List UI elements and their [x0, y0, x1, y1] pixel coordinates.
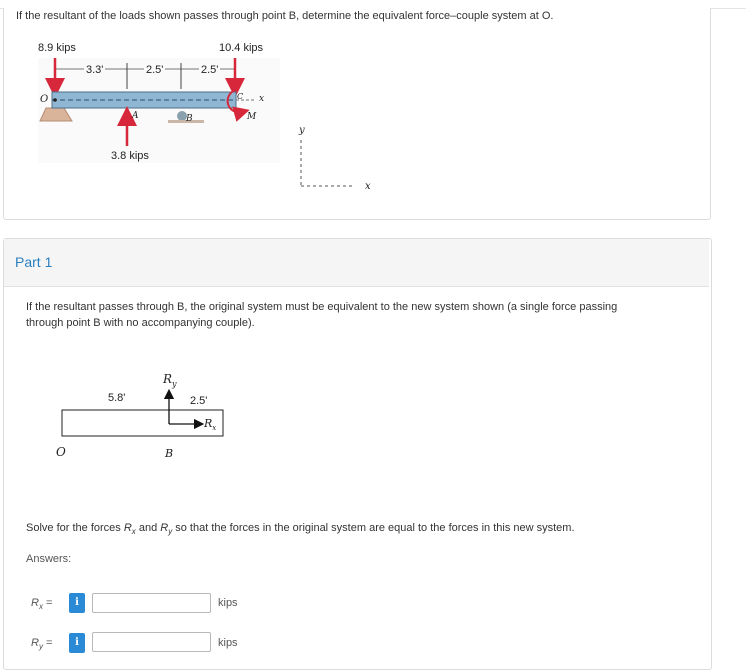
rx-label: $R_x$ [204, 417, 217, 433]
rx-unit: kips [218, 597, 238, 609]
ry-unit: kips [218, 637, 238, 649]
ry-answer-label: $R_y$ = [31, 637, 53, 652]
dim-left-label: 5.8' [108, 392, 126, 404]
point-o-dot [53, 98, 57, 102]
moment-m-label: M [247, 112, 257, 122]
load-left-label: 8.9 kips [38, 42, 76, 54]
dim-label-1: 3.3' [86, 64, 104, 76]
rx-input[interactable] [92, 593, 211, 613]
part-1-title[interactable]: Part 1 [15, 254, 53, 270]
axis-y-label: y [299, 125, 305, 136]
ry-input[interactable] [92, 632, 211, 652]
point-a-label: A [132, 111, 139, 121]
beam-x-label: x [259, 94, 265, 104]
resultant-figure [0, 360, 746, 470]
load-up-label: 3.8 kips [111, 150, 149, 162]
ry-label: $R_y$ [163, 372, 177, 389]
solve-instruction: Solve for the forces $R_x$ and $R_y$ so that the forces in the original system are equal to the forces in this new system. [26, 522, 575, 537]
part-1-intro-line-2: through point B with no accompanying couple). [26, 317, 255, 329]
dim-label-2: 2.5' [146, 64, 164, 76]
answers-label: Answers: [26, 553, 72, 565]
point-c-label: C [237, 92, 244, 101]
rx-answer-label: $R_x$ = [31, 597, 53, 612]
question-text: If the resultant of the loads shown passes through point B, determine the equivalent force–couple system at O. [16, 10, 554, 22]
point-o-label: O [40, 94, 49, 105]
load-right-label: 10.4 kips [219, 42, 264, 54]
point-o-label-2: O [56, 445, 66, 459]
beam-figure [0, 0, 746, 220]
ry-info-button[interactable]: i [69, 633, 85, 653]
point-b-label-2: B [165, 447, 174, 460]
part-1-intro-line-1: If the resultant passes through B, the original system must be equivalent to the new system shown (a single force passing [26, 301, 618, 313]
dim-label-3: 2.5' [201, 64, 219, 76]
rx-info-button[interactable]: i [69, 593, 85, 613]
point-b-label: B [186, 114, 193, 124]
dim-right-label: 2.5' [190, 395, 208, 407]
resultant-beam-box [62, 410, 223, 436]
part-1-header[interactable] [4, 239, 709, 287]
axis-x-label: x [365, 181, 371, 192]
